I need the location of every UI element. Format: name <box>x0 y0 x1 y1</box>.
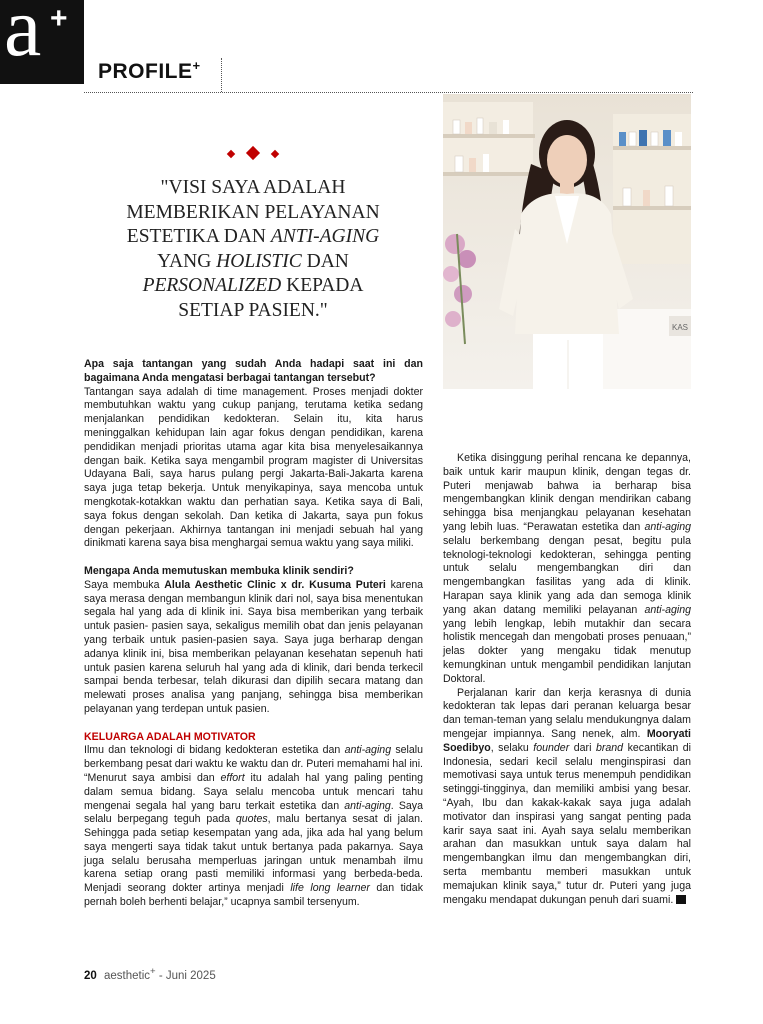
page-number: 20 <box>84 969 97 982</box>
end-of-article-icon: a+ <box>676 895 686 904</box>
interview-question: Mengapa Anda memutuskan membuka klinik sendiri? <box>84 564 354 577</box>
section-title-text: PROFILE <box>98 60 193 83</box>
magazine-plus: + <box>150 966 156 977</box>
pull-quote <box>104 176 402 323</box>
interview-answer: Tantangan saya adalah di time management. Proses menjadi dokter membutuhkan waktu yang cukup panjang, terutama ketika sedang menjalankan pendidikan kedokteran. Selain itu, kita harus meninggalkan kehidupan lain agar fokus dengan pendidikan, karena pendidikan menjadi prioritas utama agar kita bisa menyelesaikannya dengan baik. Ketika saya mengambil program magister di Universitas Udayana Bali, saya harus pulang pergi Jakarta-Bali-Jakarta karena saya juga tetap bekerja. Untuk menyikapinya, saya mencoba untuk mengkotak-kotakkan waktu dan perhatian saya. Ketika saya di Bali, saya fokus dengan sekolah. Dan ketika di Jakarta, saya pun fokus dengan pekerjaan. Akhirnya tantangan ini menjadi sebuah hal yang dinikmati karena saya bisa menghargai semua waktu yang saya miliki. <box>84 385 423 550</box>
portrait-illustration <box>443 94 691 389</box>
header-divider-vertical <box>221 58 222 92</box>
quote-line: MEMBERIKAN PELAYANAN <box>126 201 380 223</box>
article-paragraph: Perjalanan karir dan kerja kerasnya di dunia kedokteran tak lepas dari peranan keluarga besar dan teman-teman yang selalu mendukungnya dalam mengejar impiannya. Sang nenek, alm. Mooryati Soedibyo, selaku founder dari brand kecantikan di Indonesia, sedari kecil selalu menginspirasi dan memotivasi saya untuk terus menempuh pendidikan setinggi-tingginya, dan memiliki ambisi yang besar. “Ayah, Ibu dan kakak-kakak saya juga adalah motivator dan inspirasi yang sangat penting pada karir saya saat ini. Ayah saya selalu memberikan arahan dan masukkan untuk saya dalam hal mengembangkan ilmu dan mengembangkan diri, serta membantu memberi masukkan untuk memajukan klinik saya,” tutur dr. Puteri yang juga mengaku mendapat dukungan penuh dari suami. a+ <box>443 686 699 906</box>
issue-date: - Juni 2025 <box>155 969 216 982</box>
section-title-plus: + <box>192 58 201 73</box>
diamond-icon <box>246 146 260 160</box>
quote-line: ESTETIKA DAN ANTI-AGING <box>126 226 380 247</box>
diamond-icon <box>271 150 279 158</box>
magazine-name: aesthetic <box>104 969 151 982</box>
article-column-right <box>443 452 699 907</box>
quote-line: SETIAP PASIEN." <box>178 299 328 321</box>
portrait-photo <box>443 94 691 389</box>
quote-line: PERSONALIZED KEPADA <box>142 275 364 296</box>
header-divider <box>84 92 693 93</box>
article-column-left <box>84 358 423 910</box>
logo-plus: + <box>50 2 68 35</box>
section-title <box>98 58 201 84</box>
magazine-logo <box>0 0 84 84</box>
quote-line: YANG HOLISTIC DAN <box>157 250 349 272</box>
diamond-ornament <box>226 146 282 162</box>
section-subheading: KELUARGA ADALAH MOTIVATOR <box>84 730 256 743</box>
page-footer <box>84 966 216 982</box>
article-paragraph: Ketika disinggung perihal rencana ke depannya, baik untuk karir maupun klinik, dengan tegas dr. Puteri menjawab bahwa ia berharap bisa mengembangkan klinik dengan mendirikan cabang sehingga bisa menjangkau pelayanan kesehatan yang lebih luas. “Perawatan estetika dan anti-aging selalu berkembang dengan pesat, begitu pula teknologi-teknologi kedokteran, sehingga penting untuk selalu mengembangkan diri dan mengembangkan fasilitas yang ada di klinik. Harapan saya klinik yang ada dan semoga klinik yang akan datang memiliki pelayanan anti-aging yang lebih lengkap, lebih mutakhir dan secara holistik mencegah dan mengobati proses penuaan,” jelas dokter yang mengaku tidak menutup kemungkinan untuk mengambil pendidikan lanjutan Doktoral. <box>443 452 691 685</box>
interview-question: Apa saja tantangan yang sudah Anda hadapi saat ini dan bagaimana Anda mengatasi berbagai tantangan tersebut? <box>84 358 423 384</box>
svg-text:KAS: KAS <box>672 323 689 332</box>
interview-answer: Saya membuka Alula Aesthetic Clinic x dr. Kusuma Puteri karena saya merasa dengan membangun klinik dari nol, saya bisa menentukan segala hal yang ada di klinik ini. Saya bisa memberikan yang terbaik untuk pasien- pasien saya, sekaligus memilih obat dan jenis pelayanan yang terbaik untuk pasien-pasien saya. Saya juga berharap dengan adanya klinik ini, bisa memberikan pelayanan kesehatan sepenuh hati untuk pasien karena seluruh hal yang ada di klinik, dari benda terkecil sampai benda terbesar, telah dikurasi dan dipilih secara matang dan melewati proses analisa yang panjang, sehingga bisa memberikan pelayanan yang terdepan untuk pasien. <box>84 578 424 715</box>
diamond-icon <box>227 150 235 158</box>
logo-letter: a <box>4 0 42 74</box>
article-paragraph: Ilmu dan teknologi di bidang kedokteran estetika dan anti-aging selalu berkembang pesat dari waktu ke waktu dan dr. Puteri memahami hal ini. “Menurut saya ambisi dan effort itu adalah hal yang paling penting dalam semua bidang. Saya selalu mencoba untuk mencari tahu mengenai segala hal yang baru terkait estetika dan anti-aging. Saya selalu berpegang teguh pada quotes, malu bertanya sesat di jalan. Sehingga pada setiap kesempatan yang ada, jika ada hal yang belum saya mengerti saya tidak takut untuk bertanya pada pakarnya. Saya juga selalu berusaha memperluas jaringan untuk menambah ilmu karena setiap orang pasti memiliki informasi yang berbeda-beda. Menjadi seorang dokter artinya menjadi life long learner dan tidak pernah boleh berhenti belajar,” ucapnya sambil tersenyum. <box>84 744 423 909</box>
quote-line: "VISI SAYA ADALAH <box>160 177 346 198</box>
